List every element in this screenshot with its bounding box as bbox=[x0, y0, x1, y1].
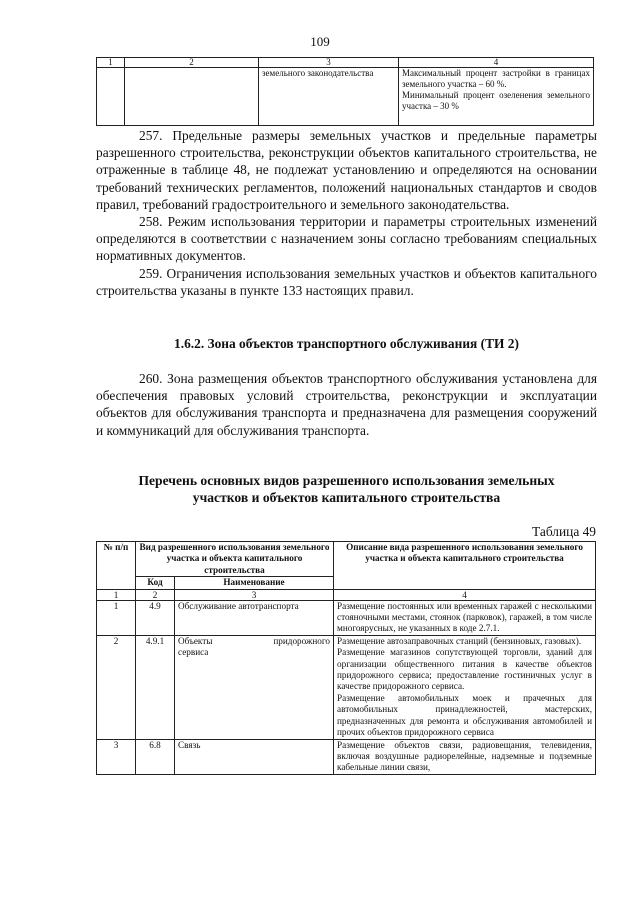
table-header-row bbox=[97, 58, 594, 68]
column-number: 1 bbox=[97, 58, 125, 68]
column-number: 3 bbox=[259, 58, 399, 68]
row-description bbox=[334, 600, 596, 635]
row-name-part: сервиса bbox=[178, 647, 209, 658]
continuation-table bbox=[96, 57, 594, 126]
column-number: 3 bbox=[175, 589, 334, 600]
page-number: 109 bbox=[310, 34, 330, 49]
paragraph-258: 258. Режим использования территории и параметры строительных изменений определяются в соответствии с назначением зоны согласно требованиям специальных нормативных документов. bbox=[96, 214, 597, 264]
row-number: 1 bbox=[97, 600, 136, 635]
description-paragraph: Размещение постоянных или временных гаражей с несколькими стояночными местами, стоянок (парковок), гаражей, в том числе многоярусных, не указанных в коде 2.7.1. bbox=[337, 600, 593, 634]
header-name: Наименование bbox=[175, 577, 334, 589]
column-number: 4 bbox=[334, 589, 596, 600]
row-number: 2 bbox=[97, 635, 136, 739]
table-row bbox=[97, 68, 594, 126]
paragraph-260-block bbox=[96, 370, 597, 439]
description-paragraph: Размещение объектов связи, радиовещания, телевидения, включая воздушные радиорелейные, надземные и подземные кабельные линии связи, bbox=[337, 739, 593, 773]
column-number: 2 bbox=[125, 58, 259, 68]
paragraph-257: 257. Предельные размеры земельных участков и предельные параметры разрешенного строительства, реконструкции объектов капитального строительства, не отраженные в таблице 48, не подлежат установлению и определяются на основании требований технических регламентов, положений национальных стандартов и сводов правил, требований градостроительного и земельного законодательства. bbox=[96, 128, 597, 212]
cell-line: Минимальный процент озеленения земельного участка – 30 % bbox=[402, 90, 590, 111]
row-name-part: придорожного bbox=[273, 635, 331, 646]
list-heading-line: Перечень основных видов разрешенного использования земельных bbox=[138, 473, 555, 488]
row-number: 3 bbox=[97, 739, 136, 774]
description-paragraph: Размещение магазинов сопутствующей торговли, зданий для организации общественного питания в качестве объектов придорожного сервиса; предоставление гостиничных услуг в качестве придорожного сервиса. bbox=[337, 647, 593, 692]
table-caption: Таблица 49 bbox=[532, 524, 596, 539]
column-number: 2 bbox=[136, 589, 175, 600]
table-header-row bbox=[97, 542, 596, 577]
table-row bbox=[97, 739, 596, 774]
header-num: № п/п bbox=[97, 542, 136, 590]
description-paragraph: Размещение автомобильных моек и прачечных для автомобильных принадлежностей, мастерских, предназначенных для ремонта и обслуживания автомобилей и прочих объектов придорожного сервиса bbox=[337, 692, 593, 738]
column-number-row bbox=[97, 589, 596, 600]
cell-line: Максимальный процент застройки в границах земельного участка – 60 %. bbox=[402, 68, 590, 89]
section-heading: 1.6.2. Зона объектов транспортного обслуживания (ТИ 2) bbox=[174, 336, 519, 351]
row-code: 4.9.1 bbox=[136, 635, 175, 739]
permitted-use-table bbox=[96, 541, 596, 775]
description-paragraph: Размещение автозаправочных станций (бензиновых, газовых). bbox=[337, 635, 582, 646]
column-number: 1 bbox=[97, 589, 136, 600]
header-description: Описание вида разрешенного использования земельного участка и объекта капитального строительства bbox=[334, 542, 596, 590]
table-cell bbox=[399, 68, 594, 126]
table-row bbox=[97, 635, 596, 739]
row-name: Обслуживание автотранспорта bbox=[175, 600, 334, 635]
table-cell: земельного законодательства bbox=[259, 68, 399, 126]
paragraph-259: 259. Ограничения использования земельных участков и объектов капитального строительства указаны в пункте 133 настоящих правил. bbox=[96, 265, 597, 298]
header-code: Код bbox=[136, 577, 175, 589]
row-name: Связь bbox=[175, 739, 334, 774]
paragraphs-257-259 bbox=[96, 127, 597, 299]
row-name bbox=[175, 635, 334, 739]
row-description bbox=[334, 635, 596, 739]
list-heading bbox=[96, 472, 597, 506]
list-heading-line: участков и объектов капитального строительства bbox=[192, 490, 501, 505]
row-name-part: Объекты bbox=[178, 635, 213, 646]
header-vid: Вид разрешенного использования земельного участка и объекта капитального строительства bbox=[136, 542, 334, 577]
row-description bbox=[334, 739, 596, 774]
row-code: 6.8 bbox=[136, 739, 175, 774]
table-row bbox=[97, 600, 596, 635]
paragraph-260: 260. Зона размещения объектов транспортного обслуживания установлена для обеспечения правовых условий строительства, реконструкции и эксплуатации объектов для обслуживания транспорта и предназначена для размещения сооружений и коммуникаций для обслуживания транспорта. bbox=[96, 371, 597, 438]
row-code: 4.9 bbox=[136, 600, 175, 635]
column-number: 4 bbox=[399, 58, 594, 68]
